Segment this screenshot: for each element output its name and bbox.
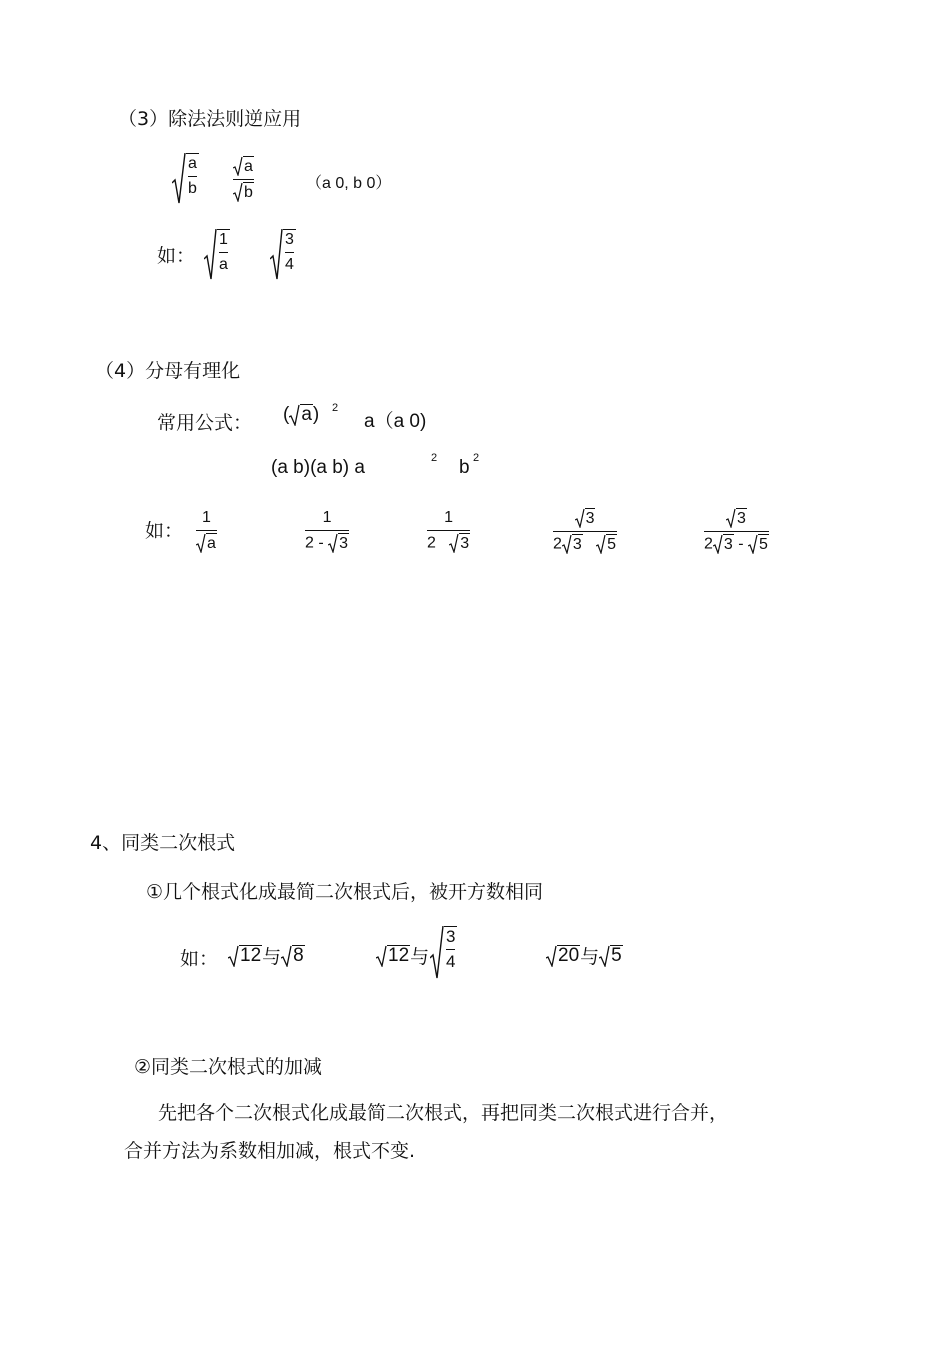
rationalize-example-1 xyxy=(196,508,217,554)
ex2-den-radicand: 3 xyxy=(339,535,349,552)
section-3-example-label: 如： xyxy=(157,245,196,267)
ex3-den-prefix: 2 xyxy=(427,534,450,552)
paragraph-line-1: 先把各个二次根式化成最简二次根式，再把同类二次根式进行合并， xyxy=(158,1102,729,1124)
s3-ex2-numerator: 3 xyxy=(285,231,294,248)
ex4-den-radicand-1: 3 xyxy=(572,536,582,553)
formula-2-exponent-1: 2 xyxy=(431,452,438,464)
ex1-radicand-b: 8 xyxy=(293,944,304,966)
ex2-denominator: 4 xyxy=(446,952,456,971)
rule-rhs-denominator: b xyxy=(244,184,253,201)
paragraph-line-2: 合并方法为系数相加减，根式不变. xyxy=(124,1140,416,1162)
ex3-den-radicand: 3 xyxy=(460,535,470,552)
formula-1-rest: a（a 0) xyxy=(364,411,427,432)
formula-2-b: b xyxy=(459,457,470,478)
ex5-num-radicand: 3 xyxy=(737,510,746,527)
rationalize-example-5 xyxy=(704,508,769,555)
rationalize-example-2 xyxy=(305,508,349,554)
s3-ex1-numerator: 1 xyxy=(219,231,228,248)
formula-1-radicand: a xyxy=(301,404,312,425)
ex1-numerator: 1 xyxy=(202,509,211,526)
formula-1-close-paren: ) xyxy=(312,404,320,426)
rule-lhs-fraction xyxy=(188,154,197,199)
similar-radicals-heading: 4、同类二次根式 xyxy=(90,832,236,854)
ex4-den-radicand-2: 5 xyxy=(607,536,617,553)
formula-2: (a b)(a b) a xyxy=(271,457,365,478)
radical-sign-icon xyxy=(172,153,186,205)
similar-point-2: ②同类二次根式的加减 xyxy=(134,1056,323,1078)
rule-rhs-fraction xyxy=(233,156,254,203)
ex4-den-operator xyxy=(583,536,596,553)
ex3-connector: 与 xyxy=(580,947,600,968)
rule-condition: （a 0, b 0） xyxy=(306,175,392,192)
s3-ex1-denominator: a xyxy=(219,256,228,273)
similar-example-2 xyxy=(376,942,429,969)
ex5-den-radicand-2: 5 xyxy=(759,536,768,553)
rule-lhs-denominator: b xyxy=(188,180,197,197)
ex1-den-radicand: a xyxy=(207,535,216,552)
ex4-den-coef: 2 xyxy=(553,535,562,553)
section-3-heading: （3）除法法则逆应用 xyxy=(118,108,302,130)
ex3-numerator: 1 xyxy=(444,509,454,526)
formula-1-exponent: 2 xyxy=(332,402,339,414)
formula-1 xyxy=(283,404,319,426)
ex5-den-coef: 2 xyxy=(704,535,713,553)
ex1-radicand-a: 12 xyxy=(240,944,262,966)
similar-example-2-fraction-radical xyxy=(430,926,457,980)
formula-2-exponent-2: 2 xyxy=(473,452,480,464)
ex4-num-radicand: 3 xyxy=(585,510,595,527)
ex2-den-prefix: 2 - xyxy=(305,534,329,552)
rationalize-example-4 xyxy=(553,508,617,555)
formula-label: 常用公式： xyxy=(157,412,253,434)
ex3-radicand-a: 20 xyxy=(558,944,580,966)
similar-example-label: 如： xyxy=(180,948,219,970)
ex2-radicand-a: 12 xyxy=(388,944,410,966)
ex2-connector: 与 xyxy=(410,947,430,968)
rule-lhs-radical xyxy=(172,153,199,205)
formula-1-open-paren: ( xyxy=(283,404,290,426)
rule-rhs-numerator: a xyxy=(244,158,253,175)
ex5-den-radicand-1: 3 xyxy=(723,536,733,553)
similar-example-1 xyxy=(228,942,305,969)
ex5-den-operator: - xyxy=(733,535,749,553)
similar-point-1: ①几个根式化成最简二次根式后，被开方数相同 xyxy=(146,881,544,903)
ex3-radicand-b: 5 xyxy=(611,944,622,966)
s3-example-2 xyxy=(270,229,296,281)
s3-example-1 xyxy=(204,229,230,281)
ex2-numerator: 1 xyxy=(322,509,332,526)
ex2-numerator: 3 xyxy=(446,927,456,946)
section-4-heading: （4）分母有理化 xyxy=(95,360,241,382)
rationalize-example-3 xyxy=(427,508,470,554)
ex1-connector: 与 xyxy=(262,947,282,968)
similar-example-3 xyxy=(546,942,623,969)
section-4-example-label: 如： xyxy=(145,520,184,542)
s3-ex2-denominator: 4 xyxy=(285,256,294,273)
rule-lhs-numerator: a xyxy=(188,155,197,172)
